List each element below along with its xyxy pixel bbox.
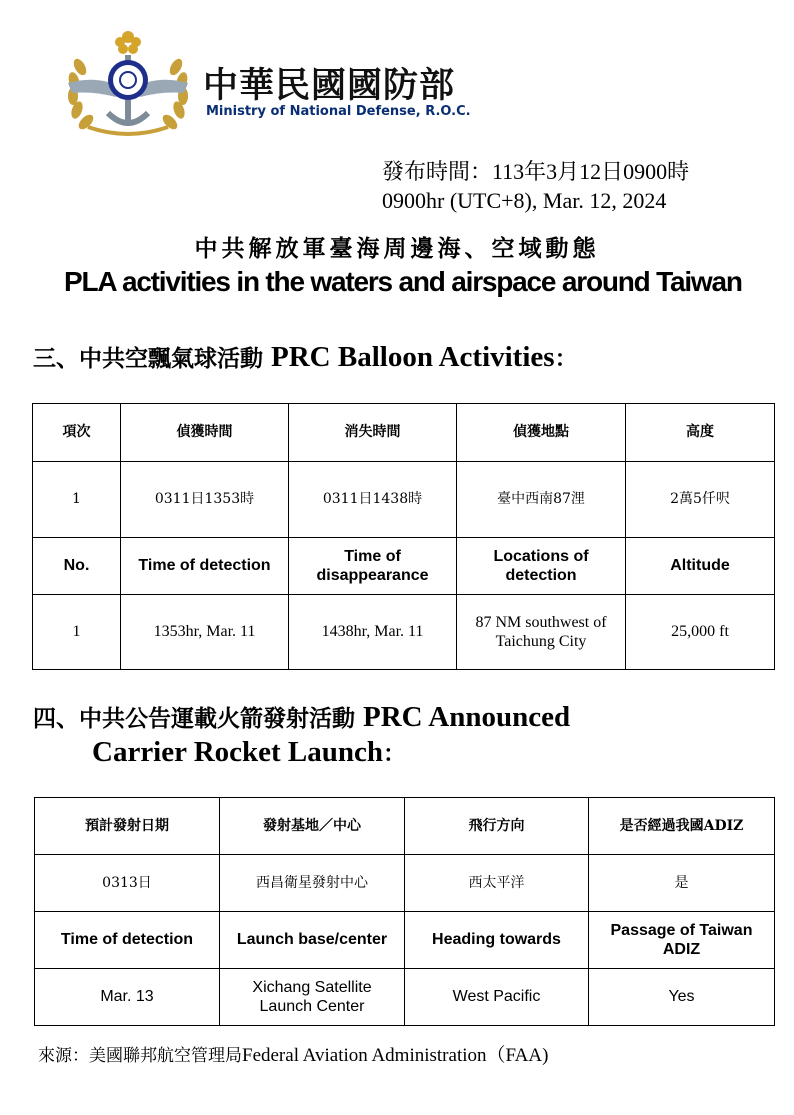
- section-heading-balloon-colon: ：: [554, 345, 578, 372]
- table-cell: Yes: [589, 969, 775, 1026]
- table-row: [35, 855, 775, 912]
- table-cell: 1353hr, Mar. 11: [121, 595, 289, 670]
- rocket-table: [34, 797, 775, 1026]
- table-cell: 87 NM southwest of Taichung City: [457, 595, 626, 670]
- section-heading-balloon-zh: 三、中共空飄氣球活動: [33, 345, 263, 372]
- table-header-cell: Time of detection: [121, 538, 289, 595]
- table-cell: 0311日1353時: [121, 462, 289, 538]
- section-heading-rocket-en-line1: PRC Announced: [363, 701, 571, 733]
- table-header-cell: 是否經過我國ADIZ: [589, 798, 775, 855]
- section-heading-balloon: [33, 340, 578, 374]
- issue-time-en: 0900hr (UTC+8), Mar. 12, 2024: [382, 188, 667, 213]
- table-header-cell: 偵獲地點: [457, 404, 626, 462]
- table-cell: 西太平洋: [405, 855, 589, 912]
- section-heading-rocket: [33, 700, 570, 734]
- table-header-cell: 消失時間: [289, 404, 457, 462]
- table-header-cell: 項次: [33, 404, 121, 462]
- source-note: [38, 1040, 548, 1067]
- table-header-row: [33, 538, 775, 595]
- table-header-cell: Heading towards: [405, 912, 589, 969]
- section-heading-rocket-colon: ：: [383, 740, 407, 767]
- table-cell: Mar. 13: [35, 969, 220, 1026]
- source-label-en: Federal Aviation Administration（FAA): [242, 1045, 549, 1066]
- table-header-cell: Time of detection: [35, 912, 220, 969]
- table-cell: 是: [589, 855, 775, 912]
- page-title-zh: 中共解放軍臺海周邊海、空域動態: [194, 235, 600, 262]
- balloon-table: [32, 403, 775, 670]
- table-cell: 0313日: [35, 855, 220, 912]
- table-cell: 1: [33, 462, 121, 538]
- section-heading-rocket-line2: [92, 735, 406, 769]
- table-header-cell: No.: [33, 538, 121, 595]
- table-header-row: [33, 404, 775, 462]
- table-header-cell: 高度: [626, 404, 775, 462]
- table-header-cell: 偵獲時間: [121, 404, 289, 462]
- table-header-cell: Passage of Taiwan ADIZ: [589, 912, 775, 969]
- table-header-row: [35, 798, 775, 855]
- table-cell: 1438hr, Mar. 11: [289, 595, 457, 670]
- table-cell: 2萬5仟呎: [626, 462, 775, 538]
- table-header-cell: Time of disappearance: [289, 538, 457, 595]
- table-row: [35, 969, 775, 1026]
- table-header-cell: 發射基地／中心: [220, 798, 405, 855]
- table-header-cell: Locations of detection: [457, 538, 626, 595]
- table-cell: West Pacific: [405, 969, 589, 1026]
- section-heading-rocket-en-line2: Carrier Rocket Launch: [92, 736, 384, 768]
- table-row: [33, 595, 775, 670]
- table-header-cell: 預計發射日期: [35, 798, 220, 855]
- table-header-cell: Altitude: [626, 538, 775, 595]
- mnd-emblem-icon: [58, 25, 198, 140]
- table-cell: 1: [33, 595, 121, 670]
- table-row: [33, 462, 775, 538]
- table-cell: 0311日1438時: [289, 462, 457, 538]
- table-header-cell: 飛行方向: [405, 798, 589, 855]
- table-cell: 25,000 ft: [626, 595, 775, 670]
- table-header-cell: Launch base/center: [220, 912, 405, 969]
- section-heading-balloon-en: PRC Balloon Activities: [271, 341, 555, 373]
- page-title-en: PLA activities in the waters and airspace around Taiwan: [64, 266, 742, 297]
- source-label-zh: 來源：美國聯邦航空管理局: [38, 1046, 242, 1066]
- table-cell: Xichang Satellite Launch Center: [220, 969, 405, 1026]
- issue-time-zh: 發布時間：113年3月12日0900時: [382, 159, 690, 184]
- section-heading-rocket-zh: 四、中共公告運載火箭發射活動: [33, 705, 355, 732]
- table-cell: 西昌衛星發射中心: [220, 855, 405, 912]
- table-header-row: [35, 912, 775, 969]
- org-name-zh: 中華民國國防部: [203, 66, 456, 106]
- table-cell: 臺中西南87浬: [457, 462, 626, 538]
- org-name-en: Ministry of National Defense, R.O.C.: [206, 104, 471, 119]
